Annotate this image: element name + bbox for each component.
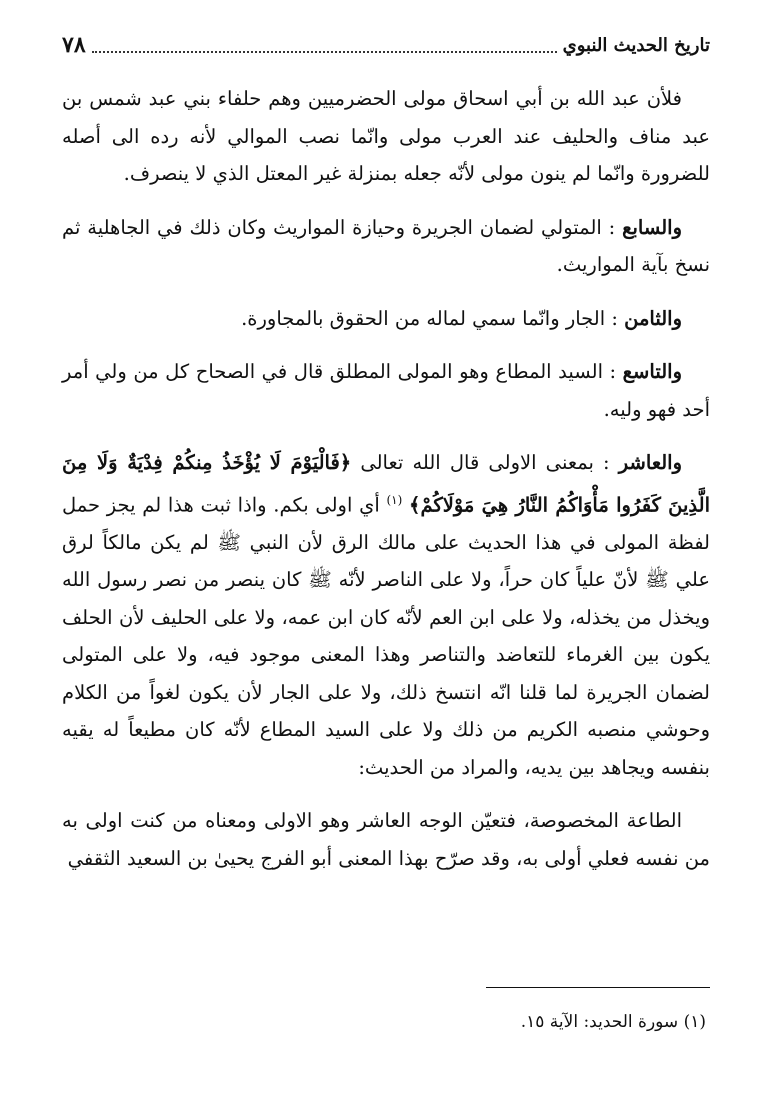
quran-verse: ﴿فَالْيَوْمَ لَا يُؤْخَذُ مِنكُمْ فِدْيَةٌ وَلَا مِنَ الَّذِينَ كَفَرُوا مَأْوَاكُمُ النَّارُ هِيَ مَوْلَاكُمْ﴾ <box>62 451 711 516</box>
body-text <box>62 80 710 893</box>
page-header <box>62 30 710 60</box>
paragraph-tenth <box>62 444 710 786</box>
paragraph-text: فلأن عبد الله بن أبي اسحاق مولى الحضرميين وهم حلفاء بني عبد شمس بن عبد مناف والحليف عند العرب مولى وانّما نصب الموالي لأنه رده الى أصله للضرورة وانّما لم ينون مولى لأنّه جعله بمنزلة غير المعتل الذي لا ينصرف. <box>62 87 710 185</box>
paragraph-text-continued: أي اولى بكم. واذا ثبت هذا لم يجز حمل لفظة المولى في هذا الحديث على مالك الرق لأن النبي ﷺ لم يكن مالكاً لرق علي ﷺ لأنّ علياً كان حراً، ولا على الناصر لأنّه ﷺ كان ينصر من نصر رسول الله ويخذل من يخذله، ولا على ابن العم لأنّه كان ابن عمه، ولا على الحليف لأن الحلف يكون بين الغرماء للتعاضد والتناصر وهذا المعنى موجود فيه، ولا على المتولى لضمان الجريرة لما قلنا انّه انتسخ ذلك، ولا على الجار لأن يكون لغواً من الكلام وحوشي منصبه الكريم من ذلك ولا على السيد المطاع لأنّه كان مطيعاً له يقيه بنفسه ويجاهد بين يديه، والمراد من الحديث: <box>62 493 710 779</box>
footnote: (١) سورة الحديد: الآية ١٥. <box>520 1012 706 1032</box>
paragraph-lead: والثامن <box>624 306 682 330</box>
paragraph-lead: والعاشر <box>618 451 683 474</box>
paragraph-text: الطاعة المخصوصة، فتعيّن الوجه العاشر وهو الاولى ومعناه من كنت اولى به من نفسه فعلي أولى به، وقد صرّح بهذا المعنى أبو الفرج يحيىٰ بن السعيد الثقفي <box>62 809 710 870</box>
paragraph-lead: والتاسع <box>622 360 682 383</box>
paragraph-text: : السيد المطاع وهو المولى المطلق قال في الصحاح كل من ولي أمر أحد فهو وليه. <box>62 360 710 421</box>
footnote-divider <box>486 987 710 988</box>
paragraph-text: : المتولي لضمان الجريرة وحيازة المواريث وكان ذلك في الجاهلية ثم نسخ بآية المواريث. <box>62 215 710 276</box>
running-title: تاريخ الحديث النبوي <box>562 34 710 56</box>
paragraph-1 <box>62 80 710 193</box>
paragraph-ninth <box>62 353 710 428</box>
page-number: ٧٨ <box>62 32 86 58</box>
paragraph-eighth <box>62 300 710 338</box>
paragraph-last <box>62 802 710 877</box>
paragraph-text: : الجار وانّما سمي لماله من الحقوق بالمجاورة. <box>241 306 618 330</box>
footnote-marker: (١) <box>386 492 403 507</box>
paragraph-seventh <box>62 209 710 284</box>
paragraph-text: : بمعنى الاولى قال الله تعالى <box>360 451 610 474</box>
paragraph-lead: والسابع <box>622 215 682 239</box>
dotted-leader <box>92 37 557 53</box>
